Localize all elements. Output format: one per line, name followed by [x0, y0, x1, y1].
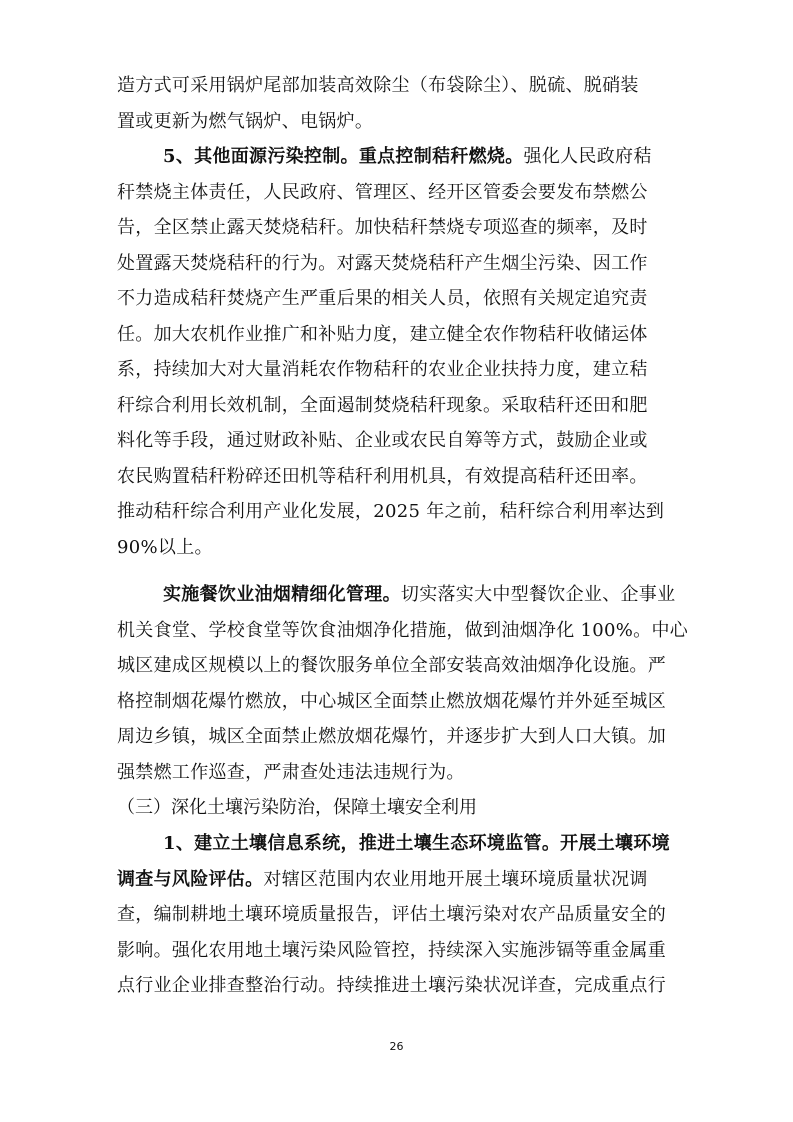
text-line: 秆综合利用长效机制，全面遏制焚烧秸秆现象。采取秸秆还田和肥 [117, 394, 648, 416]
text-line: 造方式可采用锅炉尾部加装高效除尘（布袋除尘）、脱硫、脱硝装 [117, 75, 639, 96]
paragraph-boiler [117, 68, 697, 139]
text-line: 查，编制耕地土壤环境质量报告，评估土壤污染对农产品质量安全的 [117, 904, 666, 925]
text-line: 格控制烟花爆竹燃放，中心城区全面禁止燃放烟花爆竹并外延至城区 [117, 690, 666, 712]
paragraph-catering-fume [117, 577, 697, 790]
page-number: 26 [389, 1040, 404, 1053]
text-line: 置或更新为燃气锅炉、电锅炉。 [117, 110, 374, 132]
text-line: 强禁燃工作巡查，严肃查处违法违规行为。 [117, 761, 465, 783]
text-line: 秆禁烧主体责任，人民政府、管理区、经开区管委会要发布禁燃公 [117, 181, 648, 203]
text-run: 切实落实大中型餐饮企业、企事业 [400, 584, 676, 605]
text-line: 点行业企业排查整治行动。持续推进土壤污染状况详查，完成重点行 [117, 975, 666, 996]
text-run: 强化人民政府秸 [523, 146, 652, 167]
paragraph-soil-system [117, 826, 697, 1004]
text-line: 不力造成秸秆焚烧产生严重后果的相关人员，依照有关规定追究责 [117, 288, 648, 309]
text-line: 系，持续加大对大量消耗农作物秸秆的农业企业扶持力度，建立秸 [117, 359, 648, 380]
text-line: 城区建成区规模以上的餐饮服务单位全部安装高效油烟净化设施。严 [117, 655, 666, 676]
text-line: 料化等手段，通过财政补贴、企业或农民自筹等方式，鼓励企业或 [117, 430, 648, 451]
text-line: 影响。强化农用地土壤污染风险管控，持续深入实施涉镉等重金属重 [117, 939, 666, 961]
section-heading-inline: 5、其他面源污染控制。重点控制秸秆燃烧。 [163, 146, 524, 167]
text-line: 1、建立土壤信息系统，推进土壤生态环境监管。开展土壤环境 [163, 833, 670, 854]
text-line: 处置露天焚烧秸秆的行为。对露天焚烧秸秆产生烟尘污染、因工作 [117, 252, 648, 274]
text-line: 90%以上。 [117, 536, 213, 558]
text-line [117, 139, 697, 175]
section-heading-inline: 实施餐饮业油烟精细化管理。 [163, 584, 401, 605]
text-line: 任。加大农机作业推广和补贴力度，建立健全农作物秸秆收储运体 [117, 323, 648, 345]
section-heading-inline: 调查与风险评估。 [117, 868, 264, 890]
text-line: 机关食堂、学校食堂等饮食油烟净化措施，做到油烟净化 100%。中心 [117, 619, 689, 641]
paragraph-area-source [117, 139, 697, 565]
text-run: 对辖区范围内农业用地开展土壤环境质量状况调 [263, 868, 648, 890]
text-line: 周边乡镇，城区全面禁止燃放烟花爆竹，并逐步扩大到人口大镇。加 [117, 726, 666, 747]
text-line: 告，全区禁止露天焚烧秸秆。加快秸秆禁烧专项巡查的频率，及时 [117, 217, 648, 238]
text-line [117, 862, 697, 898]
text-line: 推动秸秆综合利用产业化发展，2025 年之前，秸秆综合利用率达到 [117, 501, 665, 522]
section-heading: （三）深化土壤污染防治，保障土壤安全利用 [117, 797, 477, 818]
text-line: 农民购置秸秆粉碎还田机等秸秆利用机具，有效提高秸秆还田率。 [117, 465, 648, 487]
text-line [117, 577, 697, 613]
